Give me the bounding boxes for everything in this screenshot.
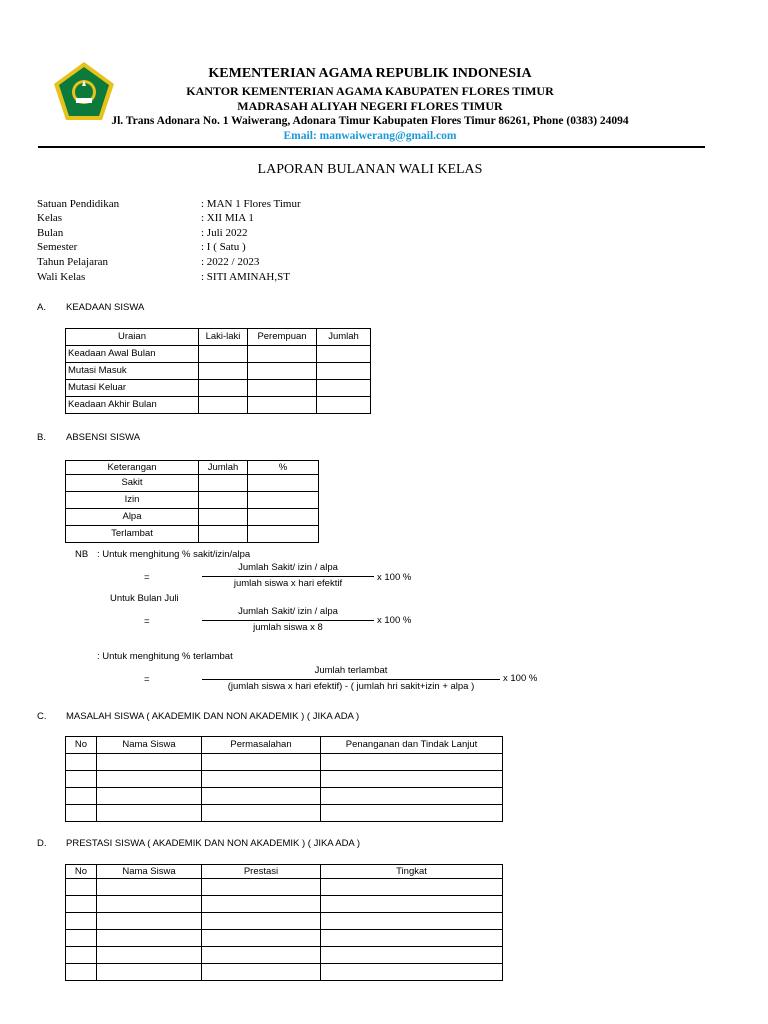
col-header: Tingkat xyxy=(321,865,503,879)
header-ministry: KEMENTERIAN AGAMA REPUBLIK INDONESIA xyxy=(208,66,532,81)
table-cell[interactable] xyxy=(199,526,248,543)
formula-numerator: Jumlah Sakit/ izin / alpa xyxy=(238,562,338,573)
table-cell[interactable] xyxy=(248,526,319,543)
table-cell[interactable] xyxy=(202,788,321,805)
header-email[interactable]: Email: manwaiwerang@gmail.com xyxy=(283,130,457,142)
table-row xyxy=(66,964,503,981)
formula-numerator: Jumlah terlambat xyxy=(314,665,388,676)
info-value: : Juli 2022 xyxy=(201,227,248,239)
section-title: MASALAH SISWA ( AKADEMIK DAN NON AKADEMIK ) ( JIKA ADA ) xyxy=(66,711,360,722)
table-cell[interactable] xyxy=(97,964,202,981)
info-label: Tahun Pelajaran xyxy=(37,256,109,268)
table-row xyxy=(66,805,503,822)
table-cell[interactable] xyxy=(317,380,371,397)
table-cell[interactable] xyxy=(97,771,202,788)
times-100: x 100 % xyxy=(377,615,412,626)
table-cell[interactable] xyxy=(248,492,319,509)
info-label: Kelas xyxy=(37,212,63,224)
row-label: Keadaan Awal Bulan xyxy=(66,346,199,363)
table-row xyxy=(66,397,371,414)
equals-sign: = xyxy=(144,616,150,627)
col-header: Uraian xyxy=(66,329,199,346)
table-cell[interactable] xyxy=(202,947,321,964)
table-cell[interactable] xyxy=(202,913,321,930)
header-address: Jl. Trans Adonara No. 1 Waiwerang, Adonara Timur Kabupaten Flores Timur 86261, Phone (0383) 24094 xyxy=(111,115,629,127)
info-row xyxy=(37,212,254,224)
table-cell[interactable] xyxy=(97,754,202,771)
col-header: Nama Siswa xyxy=(97,865,202,879)
info-row xyxy=(37,227,248,239)
nb-text: : Untuk menghitung % sakit/izin/alpa xyxy=(97,549,251,560)
table-row xyxy=(66,930,503,947)
table-row xyxy=(66,475,319,492)
table-cell[interactable] xyxy=(248,363,317,380)
table-row xyxy=(66,771,503,788)
table-cell[interactable] xyxy=(97,896,202,913)
header-school: MADRASAH ALIYAH NEGERI FLORES TIMUR xyxy=(237,99,503,113)
nb-label: NB xyxy=(75,549,89,560)
table-cell[interactable] xyxy=(97,788,202,805)
table-cell[interactable] xyxy=(321,913,503,930)
table-cell[interactable] xyxy=(66,896,97,913)
table-cell[interactable] xyxy=(202,964,321,981)
table-row xyxy=(66,947,503,964)
table-cell[interactable] xyxy=(97,930,202,947)
table-cell[interactable] xyxy=(199,346,248,363)
table-cell[interactable] xyxy=(66,964,97,981)
table-header-row xyxy=(66,329,371,346)
section-title: PRESTASI SISWA ( AKADEMIK DAN NON AKADEMIK ) ( JIKA ADA ) xyxy=(66,838,361,849)
table-cell[interactable] xyxy=(66,805,97,822)
table-cell[interactable] xyxy=(321,964,503,981)
table-row xyxy=(66,896,503,913)
table-cell[interactable] xyxy=(97,913,202,930)
table-cell[interactable] xyxy=(66,913,97,930)
table-cell[interactable] xyxy=(321,771,503,788)
table-cell[interactable] xyxy=(66,754,97,771)
table-cell[interactable] xyxy=(199,509,248,526)
info-label: Semester xyxy=(37,241,78,253)
table-row xyxy=(66,380,371,397)
row-label: Alpa xyxy=(66,509,199,526)
table-row xyxy=(66,346,371,363)
formula-denominator: jumlah siswa x hari efektif xyxy=(233,578,343,589)
info-label: Bulan xyxy=(37,227,64,239)
keadaan-siswa-table xyxy=(65,328,371,414)
table-cell[interactable] xyxy=(199,475,248,492)
table-cell[interactable] xyxy=(199,397,248,414)
table-cell[interactable] xyxy=(97,805,202,822)
col-header: No xyxy=(66,737,97,754)
col-header: Prestasi xyxy=(202,865,321,879)
table-cell[interactable] xyxy=(321,947,503,964)
table-cell[interactable] xyxy=(202,805,321,822)
col-header: Perempuan xyxy=(248,329,317,346)
table-cell[interactable] xyxy=(321,788,503,805)
table-cell[interactable] xyxy=(66,930,97,947)
info-label: Satuan Pendidikan xyxy=(37,198,120,210)
table-row xyxy=(66,492,319,509)
table-cell[interactable] xyxy=(66,788,97,805)
table-cell[interactable] xyxy=(202,930,321,947)
section-title: KEADAAN SISWA xyxy=(66,302,145,313)
nb-text-terlambat: : Untuk menghitung % terlambat xyxy=(97,651,233,662)
col-header: No xyxy=(66,865,97,879)
table-row xyxy=(66,526,319,543)
table-row xyxy=(66,754,503,771)
header-divider xyxy=(38,146,705,148)
table-cell[interactable] xyxy=(321,805,503,822)
row-label: Izin xyxy=(66,492,199,509)
col-header: % xyxy=(248,461,319,475)
table-cell[interactable] xyxy=(97,879,202,896)
info-row xyxy=(37,256,260,268)
table-cell[interactable] xyxy=(321,930,503,947)
info-value: : MAN 1 Flores Timur xyxy=(201,198,301,210)
table-row xyxy=(66,788,503,805)
table-header-row xyxy=(66,461,319,475)
report-title: LAPORAN BULANAN WALI KELAS xyxy=(257,162,483,177)
row-label: Sakit xyxy=(66,475,199,492)
table-cell[interactable] xyxy=(202,896,321,913)
info-label: Wali Kelas xyxy=(37,271,86,283)
table-row xyxy=(66,879,503,896)
table-cell[interactable] xyxy=(202,754,321,771)
formula-denominator: (jumlah siswa x hari efektif) - ( jumlah hri sakit+izin + alpa ) xyxy=(227,681,475,692)
info-row xyxy=(37,271,290,283)
info-row xyxy=(37,241,246,253)
table-header-row xyxy=(66,737,503,754)
fraction-line xyxy=(202,620,374,621)
table-cell[interactable] xyxy=(199,380,248,397)
col-header: Penanganan dan Tindak Lanjut xyxy=(321,737,503,754)
section-number: C. xyxy=(37,711,47,722)
col-header: Nama Siswa xyxy=(97,737,202,754)
col-header: Keterangan xyxy=(66,461,199,475)
col-header: Laki-laki xyxy=(199,329,248,346)
equals-sign: = xyxy=(144,674,150,685)
table-cell[interactable] xyxy=(248,380,317,397)
times-100: x 100 % xyxy=(377,572,412,583)
section-number: D. xyxy=(37,838,47,849)
table-cell[interactable] xyxy=(317,397,371,414)
table-cell[interactable] xyxy=(97,947,202,964)
section-number: B. xyxy=(37,432,46,443)
fraction-line xyxy=(202,679,500,680)
info-row xyxy=(37,198,301,210)
section-number: A. xyxy=(37,302,46,313)
absensi-siswa-table xyxy=(65,460,319,543)
row-label: Mutasi Keluar xyxy=(66,380,199,397)
table-cell[interactable] xyxy=(199,492,248,509)
table-cell[interactable] xyxy=(317,363,371,380)
table-row xyxy=(66,363,371,380)
info-value: : XII MIA 1 xyxy=(201,212,254,224)
table-header-row xyxy=(66,865,503,879)
prestasi-siswa-table xyxy=(65,864,503,981)
table-cell[interactable] xyxy=(321,754,503,771)
equals-sign: = xyxy=(144,572,150,583)
formula-numerator: Jumlah Sakit/ izin / alpa xyxy=(238,606,338,617)
col-header: Permasalahan xyxy=(202,737,321,754)
table-cell[interactable] xyxy=(248,475,319,492)
section-title: ABSENSI SISWA xyxy=(66,432,141,443)
table-row xyxy=(66,913,503,930)
table-cell[interactable] xyxy=(248,397,317,414)
table-cell[interactable] xyxy=(66,947,97,964)
bulan-label: Untuk Bulan Juli xyxy=(110,593,179,604)
table-row xyxy=(66,509,319,526)
info-value: : I ( Satu ) xyxy=(201,241,246,253)
table-cell[interactable] xyxy=(321,896,503,913)
table-cell[interactable] xyxy=(248,346,317,363)
table-cell[interactable] xyxy=(248,509,319,526)
fraction-line xyxy=(202,576,374,577)
table-cell[interactable] xyxy=(202,879,321,896)
masalah-siswa-table xyxy=(65,736,503,822)
col-header: Jumlah xyxy=(199,461,248,475)
table-cell[interactable] xyxy=(321,879,503,896)
row-label: Keadaan Akhir Bulan xyxy=(66,397,199,414)
times-100: x 100 % xyxy=(503,673,538,684)
info-value: : SITI AMINAH,ST xyxy=(201,271,290,283)
row-label: Mutasi Masuk xyxy=(66,363,199,380)
info-value: : 2022 / 2023 xyxy=(201,256,260,268)
table-cell[interactable] xyxy=(66,771,97,788)
table-cell[interactable] xyxy=(199,363,248,380)
table-cell[interactable] xyxy=(317,346,371,363)
header-office: KANTOR KEMENTERIAN AGAMA KABUPATEN FLORES TIMUR xyxy=(186,84,554,98)
row-label: Terlambat xyxy=(66,526,199,543)
table-cell[interactable] xyxy=(66,879,97,896)
col-header: Jumlah xyxy=(317,329,371,346)
formula-denominator: jumlah siswa x 8 xyxy=(253,622,323,633)
table-cell[interactable] xyxy=(202,771,321,788)
